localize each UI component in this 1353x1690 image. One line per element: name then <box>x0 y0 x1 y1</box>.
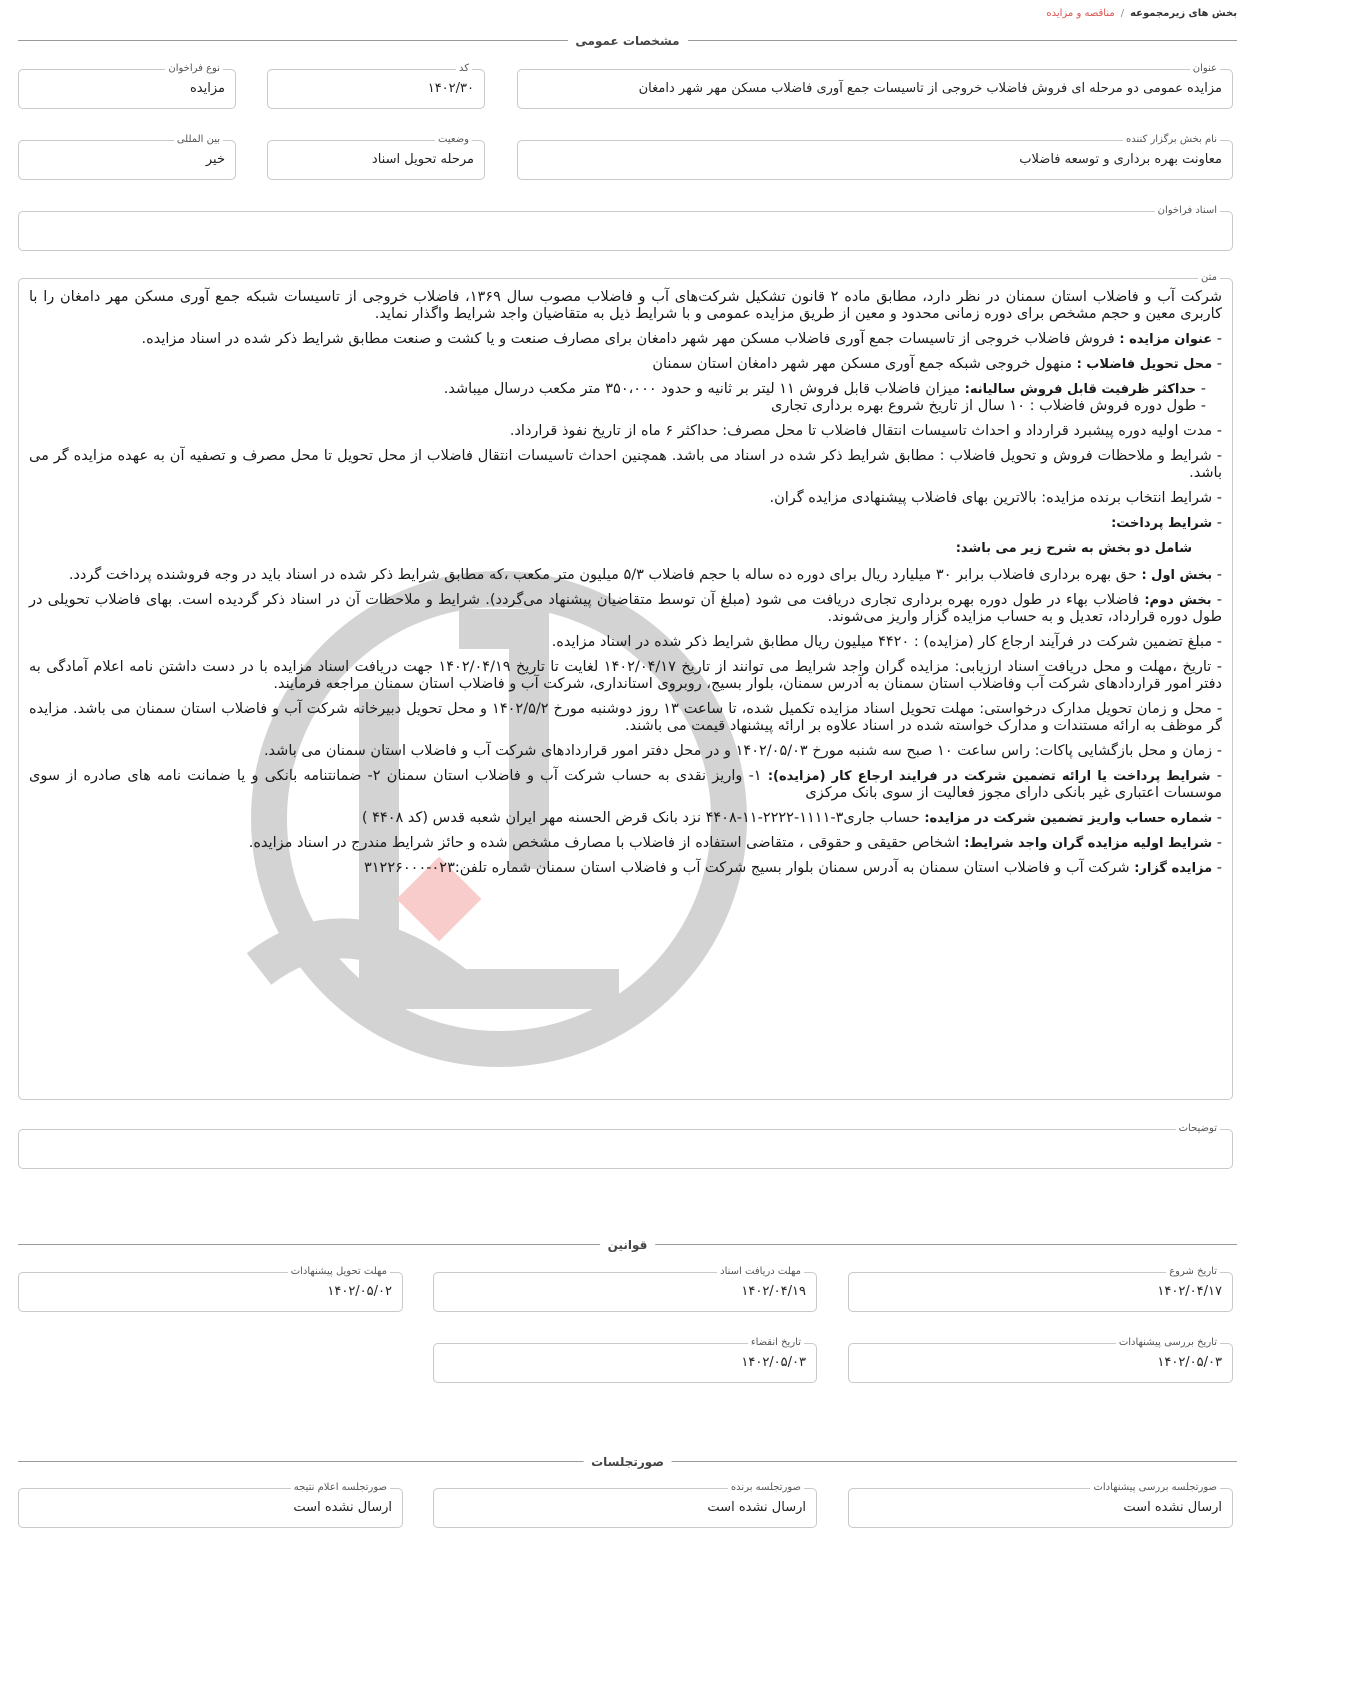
winner-criteria-item: - شرایط انتخاب برنده مزایده: بالاترین بهای فاضلاب پیشنهادی مزایده گران. <box>769 490 1222 506</box>
offer-deadline-label: مهلت تحویل پیشنهادات <box>288 1265 390 1279</box>
status-field <box>267 134 485 180</box>
offer-deadline-field <box>18 1266 403 1312</box>
expiry-date-field <box>433 1337 817 1383</box>
announcement-text-box <box>18 272 1233 1100</box>
section-rules-header <box>18 1238 1237 1252</box>
doc-deadline-value: ۱۴۰۲/۰۴/۱۹ <box>741 1284 806 1299</box>
guarantee-terms-item: - شرایط پرداخت یا ارائه تضمین شرکت در فرایند ارجاع کار (مزایده): ۱- واریز نقدی به حساب شرکت آب و فاضلاب استان سمنان ۲- ضمانتنامه بانکی و یا ضمانت نامه های صادره از سوی موسسات اعتباری غیر بانکی دارای مجوز فعالیت از سوی بانک مرکزی <box>29 768 1223 801</box>
intro-paragraph: شرکت آب و فاضلاب استان سمنان در نظر دارد، مطابق ماده ۲ قانون تشکیل شرکت‌های آب و فاضلاب مصوب سال ۱۳۶۹، فاضلاب خروجی از تاسیسات شبکه جمع آوری مسکن مهر دامغان را با کاربری معین و حجم مشخص برای دوره زمانی محدود و معین از طریق مزایده عمومی و با شرایط ذیل به متقاضیان واجد شرایط واگذار نماید. <box>29 289 1222 322</box>
winner-minutes-field <box>433 1482 817 1528</box>
code-value: ۱۴۰۲/۳۰ <box>427 81 474 96</box>
winner-minutes-label: صورتجلسه برنده <box>728 1481 804 1495</box>
title-field <box>517 63 1233 109</box>
subject-item: - عنوان مزایده : فروش فاضلاب خروجی از تاسیسات جمع آوری فاضلاب مسکن مهر شهر دامغان برای مصارف صنعت و یا کشت و صنعت مطابق شرایط ذکر شده در اسناد مزایده. <box>141 331 1222 347</box>
guarantee-amount-item: - مبلغ تضمین شرکت در فرآیند ارجاع کار (مزایده) : ۴۴۲۰ میلیون ریال مطابق شرایط ذکر شده در اسناد مزایده. <box>551 634 1222 650</box>
section-general-header <box>18 34 1237 48</box>
start-date-value: ۱۴۰۲/۰۴/۱۷ <box>1157 1284 1222 1299</box>
document-dates-item: - تاریخ ،مهلت و محل دریافت اسناد ارزیابی: مزایده گران واجد شرایط می توانند از تاریخ ۱۴۰۲/۰۴/۱۷ لغایت تا تاریخ ۱۴۰۲/۰۴/۱۹ جهت دریافت اسناد مزایده با در دست داشتن نامه اعلام آمادگی به دفتر امور قراردادهای شرکت آب وفاضلاب استان سمنان به آدرس سمنان، بلوار بسیج، روبروی استانداری، شرکت آب و فاضلاب استان سمنان مراجعه فرمایند. <box>29 659 1222 692</box>
status-label: وضعیت <box>435 133 472 147</box>
section-rules-title: قوانین <box>600 1238 656 1252</box>
code-field <box>267 63 485 109</box>
review-minutes-label: صورتجلسه بررسی پیشنهادات <box>1090 1481 1220 1495</box>
international-field <box>18 134 236 180</box>
breadcrumb-current: بخش های زیرمجموعه <box>1130 8 1237 19</box>
start-date-label: تاریخ شروع <box>1166 1265 1220 1279</box>
result-minutes-label: صورتجلسه اعلام نتیجه <box>291 1481 390 1495</box>
account-number-item: - شماره حساب واریز تضمین شرکت در مزایده: حساب جاری۳-۱۱۱۱-۲۲۲۲-۱۱-۴۴۰۸ نزد بانک قرض الحسنه مهر ایران شعبه قدس (کد ۴۴۰۸ ) <box>361 810 1222 826</box>
expiry-date-label: تاریخ انقضاء <box>748 1336 804 1350</box>
breadcrumb-separator: / <box>1120 8 1125 19</box>
auctioneer-item: - مزایده گزار: شرکت آب و فاضلاب استان سمنان به آدرس سمنان بلوار بسیج شرکت آب و فاضلاب استان سمنان شماره تلفن:۰۲۳-۳۱۲۲۶۰۰۰ <box>363 860 1222 876</box>
initial-period-item: - مدت اولیه دوره پیشبرد قرارداد و احداث تاسیسات انتقال فاضلاب تا محل مصرف: حداکثر ۶ ماه از تاریخ نفوذ قرارداد. <box>509 423 1222 439</box>
international-value: خیر <box>205 152 225 167</box>
documents-label: اسناد فراخوان <box>1155 204 1220 218</box>
call-type-field <box>18 63 236 109</box>
review-date-field <box>848 1337 1233 1383</box>
capacity-item: - حداکثر ظرفیت قابل فروش سالیانه: میزان فاضلاب قابل فروش ۱۱ لیتر بر ثانیه و حدود ۳۵۰،۰۰۰ متر مکعب درسال میباشد. <box>443 381 1206 397</box>
organizer-field <box>517 134 1233 180</box>
review-date-label: تاریخ بررسی پیشنهادات <box>1116 1336 1220 1350</box>
breadcrumb-link-tenders[interactable]: مناقصه و مزایده <box>1046 8 1115 19</box>
code-label: کد <box>456 62 472 76</box>
title-value: مزایده عمومی دو مرحله ای فروش فاضلاب خروجی از تاسیسات جمع آوری فاضلاب مسکن مهر شهر دامغان <box>638 81 1222 96</box>
call-type-label: نوع فراخوان <box>165 62 223 76</box>
review-date-value: ۱۴۰۲/۰۵/۰۳ <box>1157 1355 1222 1370</box>
duration-item: - طول دوره فروش فاضلاب : ۱۰ سال از تاریخ شروع بهره برداری تجاری <box>771 398 1206 414</box>
documents-field[interactable] <box>18 205 1233 251</box>
payment-part-one: - بخش اول : حق بهره برداری فاضلاب برابر ۳۰ میلیارد ریال برای دوره ده ساله با حجم فاضلاب ۵/۳ میلیون متر مکعب ،که مطابق شرایط ذکر شده در اسناد باید در وجه فروشنده پرداخت گردد. <box>68 567 1222 583</box>
text-label: متن <box>1198 271 1220 285</box>
eligibility-item: - شرایط اولیه مزایده گران واجد شرایط: اشخاص حقیقی و حقوقی ، متقاضی استفاده از فاضلاب با مصارف مشخص شده و حائز شرایط مندرج در اسناد مزایده. <box>248 835 1222 851</box>
winner-minutes-value: ارسال نشده است <box>707 1500 806 1515</box>
payment-terms-heading: - شرایط پرداخت: <box>1111 515 1222 531</box>
result-minutes-field <box>18 1482 403 1528</box>
notes-label: توضیحات <box>1176 1122 1220 1136</box>
sale-terms-item: - شرایط و ملاحظات فروش و تحویل فاضلاب : مطابق شرایط ذکر شده در اسناد می باشد. همچنین احداث تاسیسات انتقال فاضلاب از محل تحویل تا محل مصرف و تصفیه آن به عهده مزایده گر می باشد. <box>29 448 1222 481</box>
doc-deadline-field <box>433 1266 817 1312</box>
payment-terms-subheading: شامل دو بخش به شرح زیر می باشد: <box>955 541 1192 556</box>
organizer-value: معاونت بهره برداری و توسعه فاضلاب <box>1019 152 1222 167</box>
organizer-label: نام بخش برگزار کننده <box>1123 133 1220 147</box>
call-type-value: مزایده <box>189 81 225 96</box>
offer-deadline-value: ۱۴۰۲/۰۵/۰۲ <box>327 1284 392 1299</box>
section-minutes-header <box>18 1455 1237 1469</box>
start-date-field <box>848 1266 1233 1312</box>
doc-deadline-label: مهلت دریافت اسناد <box>717 1265 804 1279</box>
announcement-content <box>29 289 1222 885</box>
international-label: بین المللی <box>174 133 223 147</box>
payment-part-two: - بخش دوم: فاضلاب بهاء در طول دوره بهره برداری تجاری دریافت می شود (مبلغ آن توسط متقاضیان پیشنهاد می‌گردد). شرایط و ملاحظات آن در اسناد ذکر گردیده است. بهای فاضلاب تحویلی در طول دوره قرارداد، تعدیل و به حساب مزایده گزار واریز می‌شوند. <box>29 592 1223 625</box>
title-label: عنوان <box>1190 62 1220 76</box>
status-value: مرحله تحویل اسناد <box>371 152 474 167</box>
section-general-title: مشخصات عمومی <box>567 34 687 48</box>
section-minutes-title: صورتجلسات <box>583 1455 672 1469</box>
notes-field <box>18 1123 1233 1169</box>
review-minutes-field <box>848 1482 1233 1528</box>
breadcrumb <box>1046 8 1237 19</box>
result-minutes-value: ارسال نشده است <box>293 1500 392 1515</box>
review-minutes-value: ارسال نشده است <box>1123 1500 1222 1515</box>
delivery-time-item: - محل و زمان تحویل مدارک درخواستی: مهلت تحویل اسناد مزایده تکمیل شده، تا ساعت ۱۳ روز دوشنبه مورخ ۱۴۰۲/۵/۲ و محل تحویل دبیرخانه شرکت آب و فاضلاب استان سمنان می باشد. مزایده گر موظف به ارائه مستندات و مدارک خواسته شده در اسناد علاوه بر ارائه پیشنهاد قیمت می باشند. <box>29 701 1222 734</box>
opening-time-item: - زمان و محل بازگشایی پاکات: راس ساعت ۱۰ صبح سه شنبه مورخ ۱۴۰۲/۰۵/۰۳ و در محل دفتر امور قراردادهای شرکت آب و فاضلاب استان سمنان می باشد. <box>263 743 1222 759</box>
expiry-date-value: ۱۴۰۲/۰۵/۰۳ <box>741 1355 806 1370</box>
delivery-place-item: - محل تحویل فاضلاب : منهول خروجی شبکه جمع آوری مسکن مهر شهر دامغان استان سمنان <box>652 356 1222 372</box>
